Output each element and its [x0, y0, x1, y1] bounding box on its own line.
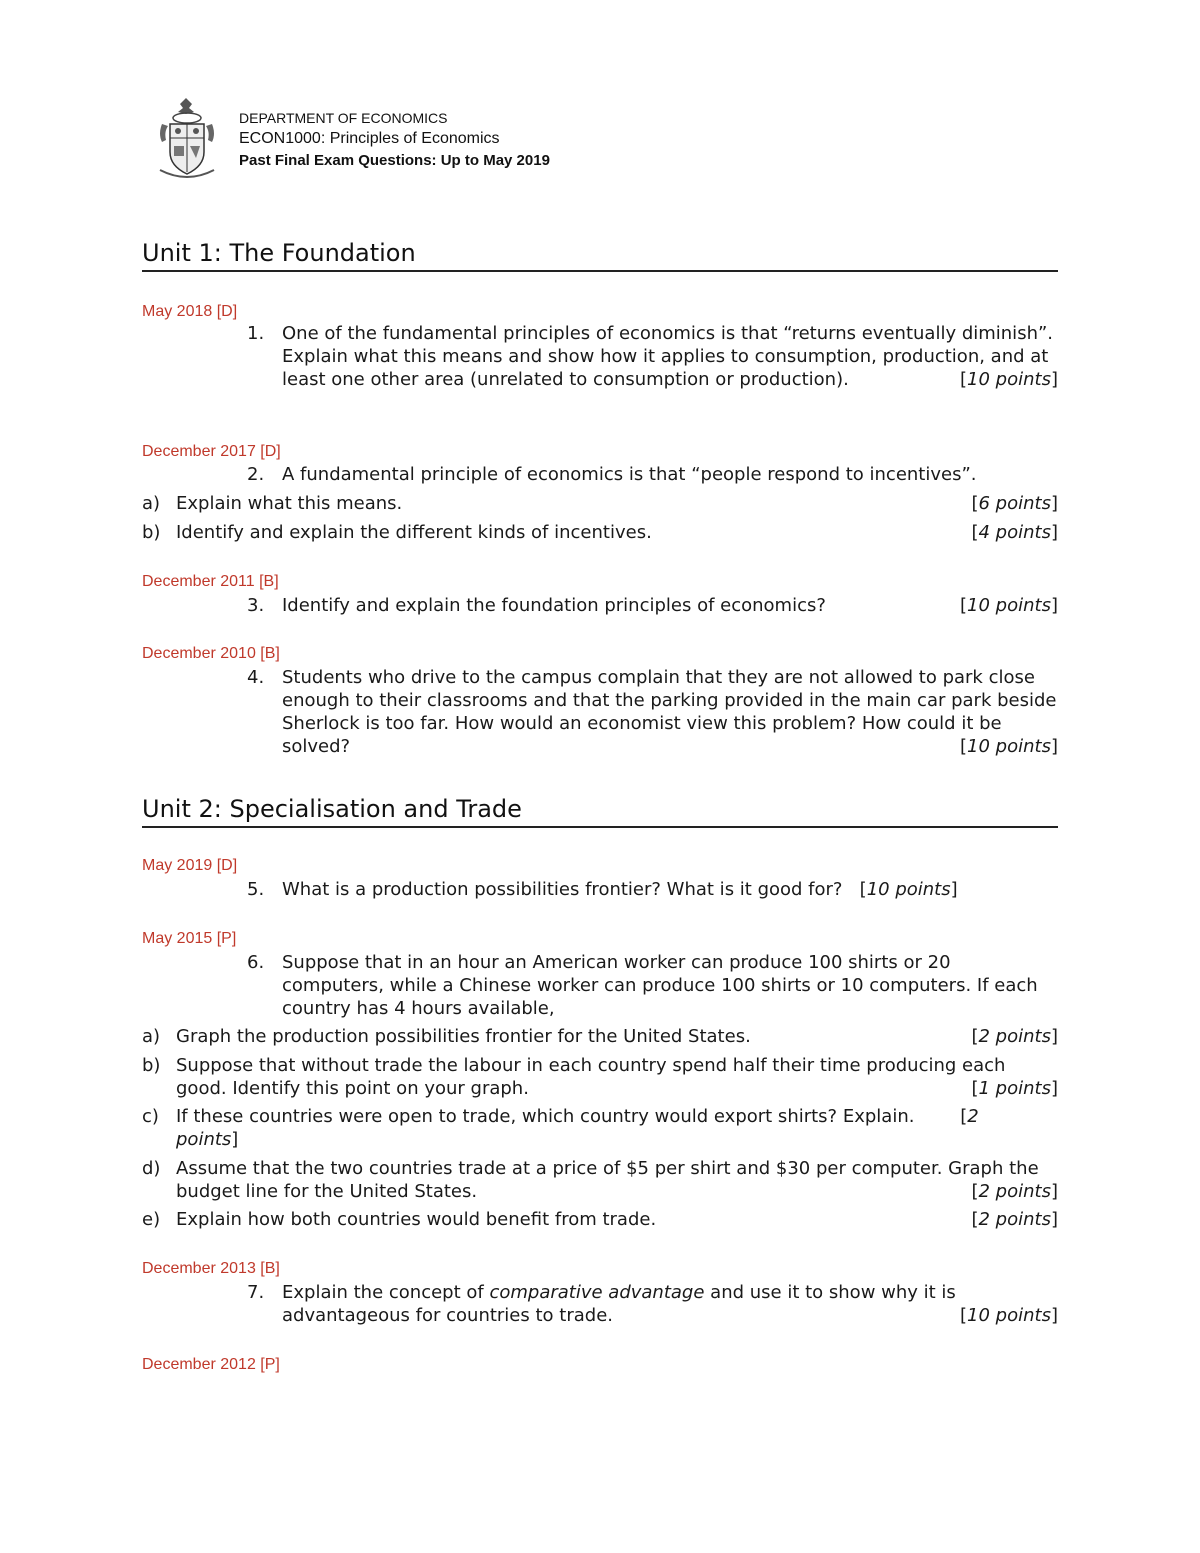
points-label: [1 points]: [971, 1078, 1058, 1099]
question-6c: [142, 1105, 1058, 1151]
unit-2-title: Unit 2: Specialisation and Trade: [142, 794, 1058, 828]
question-7: [247, 1281, 1058, 1327]
question-6d: [142, 1157, 1058, 1203]
question-number: 1.: [247, 323, 265, 344]
question-text: One of the fundamental principles of economics is that “returns eventually diminish”. Explain what this means and show how it applies to consumption, production, and at least one other area (unrelated to consumption or production).: [282, 323, 1054, 390]
points-label: [6 points]: [971, 493, 1058, 514]
department-name: DEPARTMENT OF ECONOMICS: [239, 110, 448, 126]
sub-question-text: Assume that the two countries trade at a price of $5 per shirt and $30 per computer. Graph the budget line for the United States.: [176, 1158, 1039, 1202]
sub-question-letter: b): [142, 1055, 161, 1076]
question-text: Identify and explain the foundation principles of economics?: [282, 595, 826, 616]
sub-question-letter: b): [142, 522, 161, 543]
question-text: Students who drive to the campus complain that they are not allowed to park close enough to their classrooms and that the parking provided in the main car park beside Sherlock is too far. How would an economist view this problem? How could it be solved?: [282, 667, 1057, 757]
question-number: 7.: [247, 1282, 265, 1303]
session-label: December 2012 [P]: [142, 1356, 280, 1373]
points-label: [4 points]: [971, 522, 1058, 543]
sub-question-text: Graph the production possibilities frontier for the United States.: [176, 1026, 751, 1047]
question-6a: [142, 1025, 1058, 1048]
question-number: 5.: [247, 879, 265, 900]
points-label: [10 points]: [859, 879, 958, 900]
question-6b: [142, 1054, 1058, 1100]
session-label: December 2013 [B]: [142, 1260, 280, 1277]
points-label: [10 points]: [960, 595, 1058, 616]
question-6e: [142, 1208, 1058, 1231]
session-label: December 2017 [D]: [142, 443, 281, 460]
session-label: May 2018 [D]: [142, 303, 238, 320]
points-label: [10 points]: [960, 369, 1058, 390]
points-label: [10 points]: [960, 1305, 1058, 1326]
question-text: What is a production possibilities frontier? What is it good for?: [282, 879, 843, 900]
sub-question-text: If these countries were open to trade, which country would export shirts? Explain.: [176, 1106, 915, 1127]
session-label: May 2019 [D]: [142, 857, 238, 874]
sub-question-letter: e): [142, 1209, 161, 1230]
question-2: [247, 463, 1058, 486]
question-text: Suppose that in an hour an American worker can produce 100 shirts or 20 computers, while a Chinese worker can produce 100 shirts or 10 computers. If each country has 4 hours available,: [282, 952, 1038, 1019]
university-crest-icon: [156, 94, 218, 180]
sub-question-letter: c): [142, 1106, 159, 1127]
question-6: [247, 951, 1058, 1020]
sub-question-text: Explain what this means.: [176, 493, 403, 514]
sub-question-text: Identify and explain the different kinds of incentives.: [176, 522, 652, 543]
points-label: [2 points]: [971, 1026, 1058, 1047]
sub-question-letter: a): [142, 493, 161, 514]
unit-1-title: Unit 1: The Foundation: [142, 238, 1058, 272]
points-label: [2 points]: [176, 1106, 979, 1150]
question-number: 3.: [247, 595, 265, 616]
question-1: [247, 322, 1058, 391]
points-label: [2 points]: [971, 1181, 1058, 1202]
question-number: 2.: [247, 464, 265, 485]
sub-question-text: Suppose that without trade the labour in each country spend half their time producing each good. Identify this point on your graph.: [176, 1055, 1006, 1099]
question-3: [247, 594, 1058, 617]
points-label: [10 points]: [960, 736, 1058, 757]
session-label: May 2015 [P]: [142, 930, 237, 947]
session-label: December 2010 [B]: [142, 645, 280, 662]
sub-question-letter: d): [142, 1158, 161, 1179]
question-text: Explain the concept of: [282, 1282, 490, 1303]
document-header: [156, 94, 756, 184]
session-label: December 2011 [B]: [142, 573, 279, 590]
question-number: 6.: [247, 952, 265, 973]
question-text: and use it to show why it is advantageous for countries to trade.: [282, 1282, 956, 1326]
sub-question-text: Explain how both countries would benefit from trade.: [176, 1209, 657, 1230]
course-title: ECON1000: Principles of Economics: [239, 130, 500, 147]
question-5: [247, 878, 1058, 901]
question-2b: [142, 521, 1058, 544]
emphasized-term: comparative advantage: [489, 1282, 705, 1303]
question-text: A fundamental principle of economics is that “people respond to incentives”.: [282, 464, 977, 485]
sub-question-letter: a): [142, 1026, 161, 1047]
document-subtitle: Past Final Exam Questions: Up to May 2019: [239, 152, 550, 169]
question-2a: [142, 492, 1058, 515]
question-number: 4.: [247, 667, 265, 688]
points-label: [2 points]: [971, 1209, 1058, 1230]
question-4: [247, 666, 1058, 758]
